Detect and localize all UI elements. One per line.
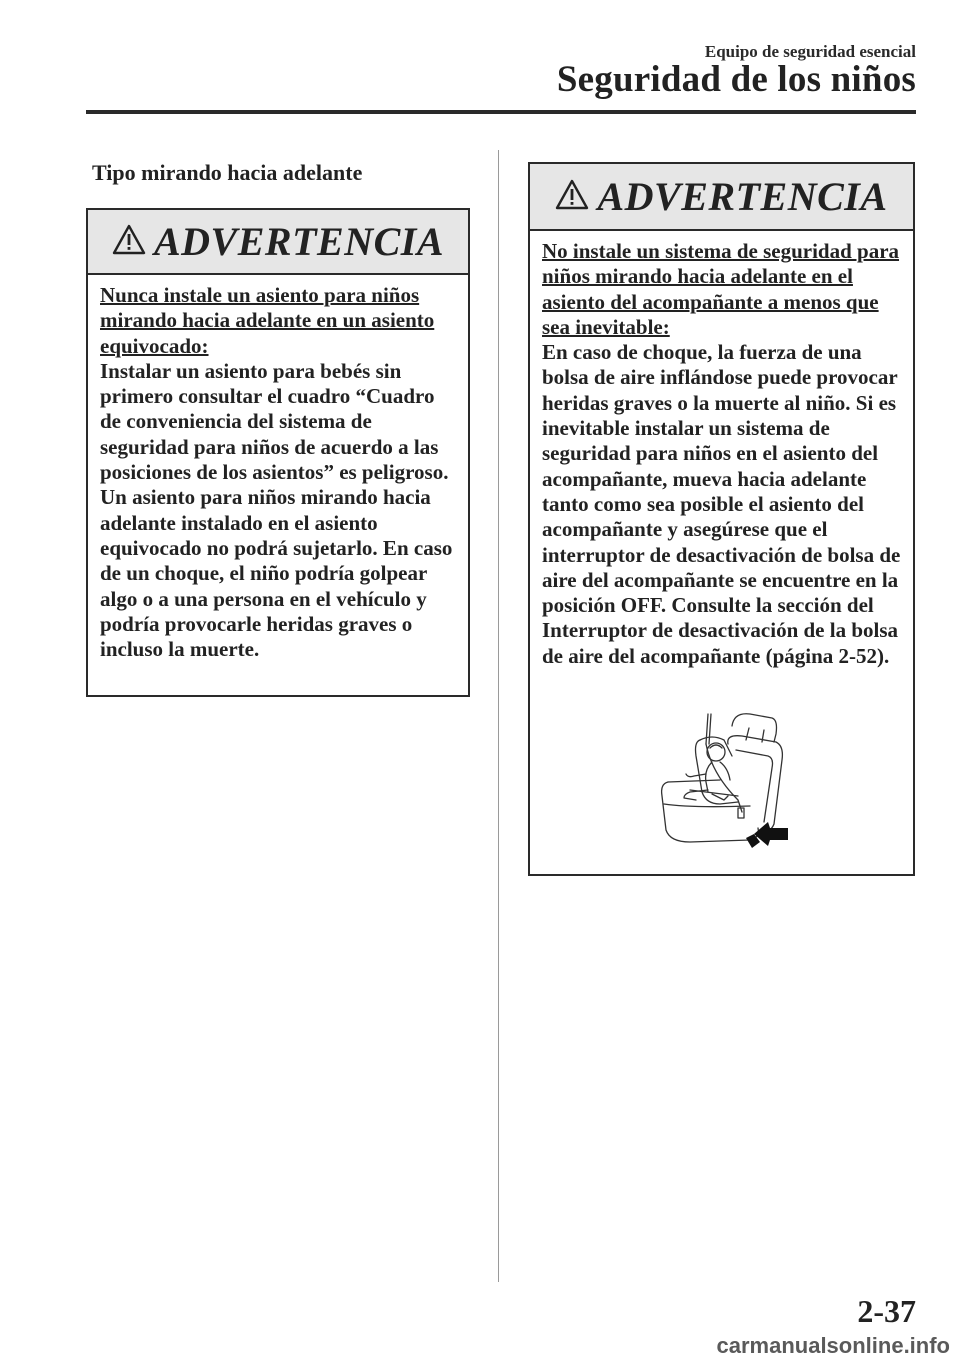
warning-box-right xyxy=(528,162,915,876)
warning-title: ADVERTENCIA xyxy=(597,174,888,219)
warning-body-text: En caso de choque, la fuerza de una bolsa de aire inflándose puede provocar heridas graves o la muerte al niño. Si es inevitable instalar un sistema de seguridad para niños en el asiento del acompañante, mueva hacia adelante tanto como sea posible el asiento del acompañante y asegúrese que el interruptor de desactivación de bolsa de aire del acompañante se encuentre en la posición OFF. Consulte la sección del Interruptor de desactivación de la bolsa de aire del acompañante (página 2-52). xyxy=(542,340,901,668)
warning-header xyxy=(88,210,468,275)
page-header-title: Seguridad de los niños xyxy=(556,59,916,100)
header-rule xyxy=(86,110,916,114)
page-number: 2-37 xyxy=(857,1293,916,1329)
warning-body xyxy=(530,231,913,679)
warning-body xyxy=(88,275,468,672)
column-divider xyxy=(498,150,499,1282)
warning-title: ADVERTENCIA xyxy=(153,219,445,264)
warning-triangle-icon xyxy=(112,224,146,260)
child-seat-illustration xyxy=(650,704,800,869)
page-header-subtitle: Equipo de seguridad esencial xyxy=(704,42,916,61)
warning-body-text: Instalar un asiento para bebés sin primero consultar el cuadro “Cuadro de conveniencia del sistema de seguridad para niños de acuerdo a las posiciones de los asientos” es peligroso. Un asiento para niños mirando hacia adelante instalado en el asiento equivocado no podrá sujetarlo. En caso de un choque, el niño podría golpear algo o a una persona en el vehículo y podría provocarle heridas graves o incluso la muerte. xyxy=(100,358,453,662)
footer-site-link[interactable]: carmanualsonline.info xyxy=(716,1333,950,1358)
warning-triangle-icon xyxy=(555,179,589,215)
warning-lead-text: No instale un sistema de seguridad para niños mirando hacia adelante en el asiento del acompañante a menos que sea inevitable: xyxy=(542,239,900,339)
warning-box-left xyxy=(86,208,470,697)
warning-header xyxy=(530,164,913,231)
warning-lead-text: Nunca instale un asiento para niños mirando hacia adelante en un asiento equivocado: xyxy=(100,283,435,358)
section-heading: Tipo mirando hacia adelante xyxy=(92,160,363,185)
